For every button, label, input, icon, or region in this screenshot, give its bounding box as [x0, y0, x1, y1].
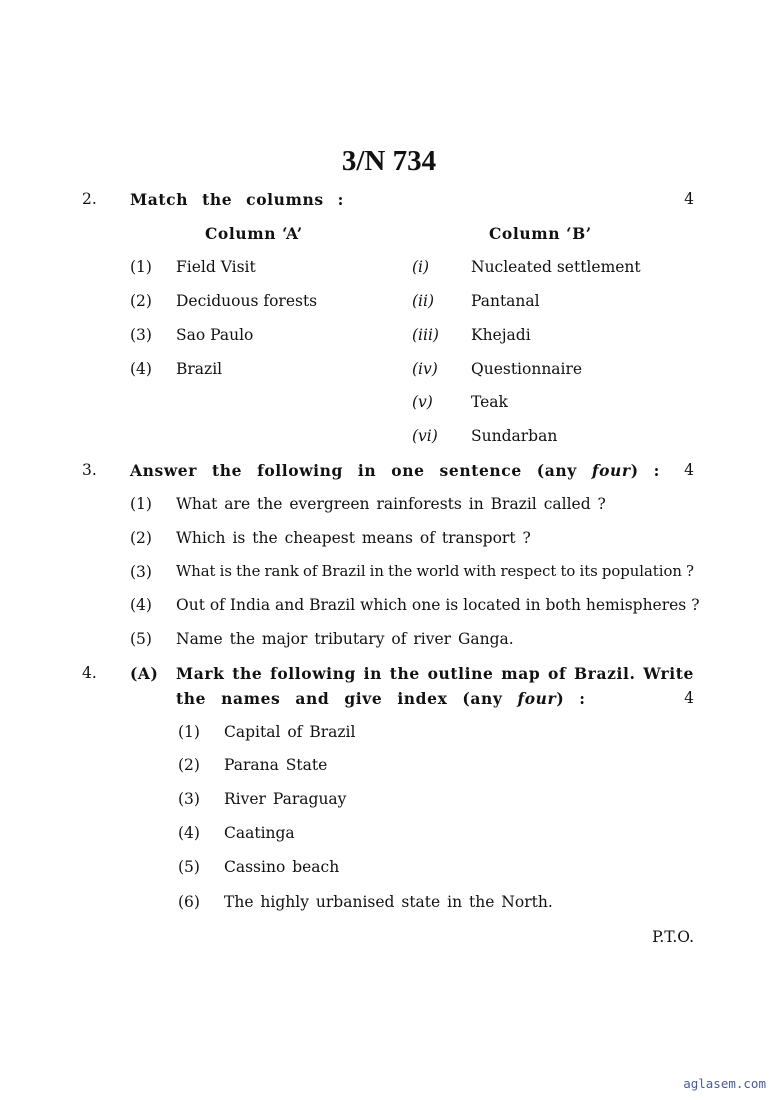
q2-number: 2.: [82, 190, 97, 208]
q3-number: 3.: [82, 461, 97, 479]
col-a-num: (4): [130, 360, 152, 378]
column-a-heading: Column ‘A’: [205, 224, 303, 243]
q4-item-num: (1): [178, 723, 200, 741]
col-b-num: (iii): [412, 326, 439, 344]
col-a-text: Deciduous forests: [176, 292, 318, 310]
q4-part-label: (A): [130, 664, 159, 683]
q4-item-text: Parana State: [224, 756, 328, 774]
q3-marks: 4: [684, 461, 694, 479]
q4-item-num: (2): [178, 756, 200, 774]
col-a-text: Brazil: [176, 360, 223, 378]
col-b-text: Nucleated settlement: [471, 258, 641, 276]
q4-item-num: (3): [178, 790, 200, 808]
col-b-num: (vi): [412, 427, 438, 445]
q4-item-text: Caatinga: [224, 824, 295, 842]
q4-marks: 4: [684, 689, 694, 707]
q3-item-num: (2): [130, 529, 152, 547]
q4-item-text: River Paraguay: [224, 790, 347, 808]
please-turn-over: P.T.O.: [652, 928, 694, 946]
col-b-text: Khejadi: [471, 326, 531, 344]
q4-number: 4.: [82, 664, 97, 682]
paper-code-title: 3/N 734: [341, 145, 437, 177]
col-a-num: (3): [130, 326, 152, 344]
col-b-num: (i): [412, 258, 430, 276]
col-b-num: (ii): [412, 292, 435, 310]
q4-item-num: (5): [178, 858, 200, 876]
site-watermark: aglasem.com: [683, 1076, 766, 1091]
q3-item-num: (3): [130, 563, 152, 581]
col-b-num: (v): [412, 393, 433, 411]
q4-emphasis: four: [517, 689, 557, 708]
col-b-text: Sundarban: [471, 427, 558, 445]
q2-marks: 4: [684, 190, 694, 208]
col-b-text: Questionnaire: [471, 360, 583, 378]
q3-item-text: What is the rank of Brazil in the world with respect to its population ?: [176, 563, 694, 580]
q4-item-text: The highly urbanised state in the North.: [224, 893, 553, 911]
q3-item-text: Out of India and Brazil which one is located in both hemispheres ?: [176, 596, 700, 614]
q4-item-text: Cassino beach: [224, 858, 340, 876]
q3-item-num: (4): [130, 596, 152, 614]
col-a-num: (2): [130, 292, 152, 310]
q3-item-text: Name the major tributary of river Ganga.: [176, 630, 514, 648]
col-b-text: Teak: [471, 393, 508, 411]
column-b-heading: Column ‘B’: [489, 224, 592, 243]
q3-item-num: (1): [130, 495, 152, 513]
q4-instruction-line1: Mark the following in the outline map of Brazil. Write: [176, 664, 694, 683]
q4-item-num: (6): [178, 893, 200, 911]
q4-item-num: (4): [178, 824, 200, 842]
q3-title: Answer the following in one sentence (any four) :: [130, 461, 660, 480]
q3-title-emphasis: four: [591, 461, 631, 480]
q3-item-text: What are the evergreen rainforests in Brazil called ?: [176, 495, 606, 513]
col-a-text: Field Visit: [176, 258, 256, 276]
q3-item-text: Which is the cheapest means of transport ?: [176, 529, 531, 547]
q4-item-text: Capital of Brazil: [224, 723, 356, 741]
col-a-text: Sao Paulo: [176, 326, 254, 344]
col-b-text: Pantanal: [471, 292, 540, 310]
q3-item-num: (5): [130, 630, 152, 648]
q2-title: Match the columns :: [130, 190, 344, 209]
col-a-num: (1): [130, 258, 152, 276]
q4-instruction-line2: the names and give index (any four) :: [176, 689, 586, 708]
col-b-num: (iv): [412, 360, 438, 378]
